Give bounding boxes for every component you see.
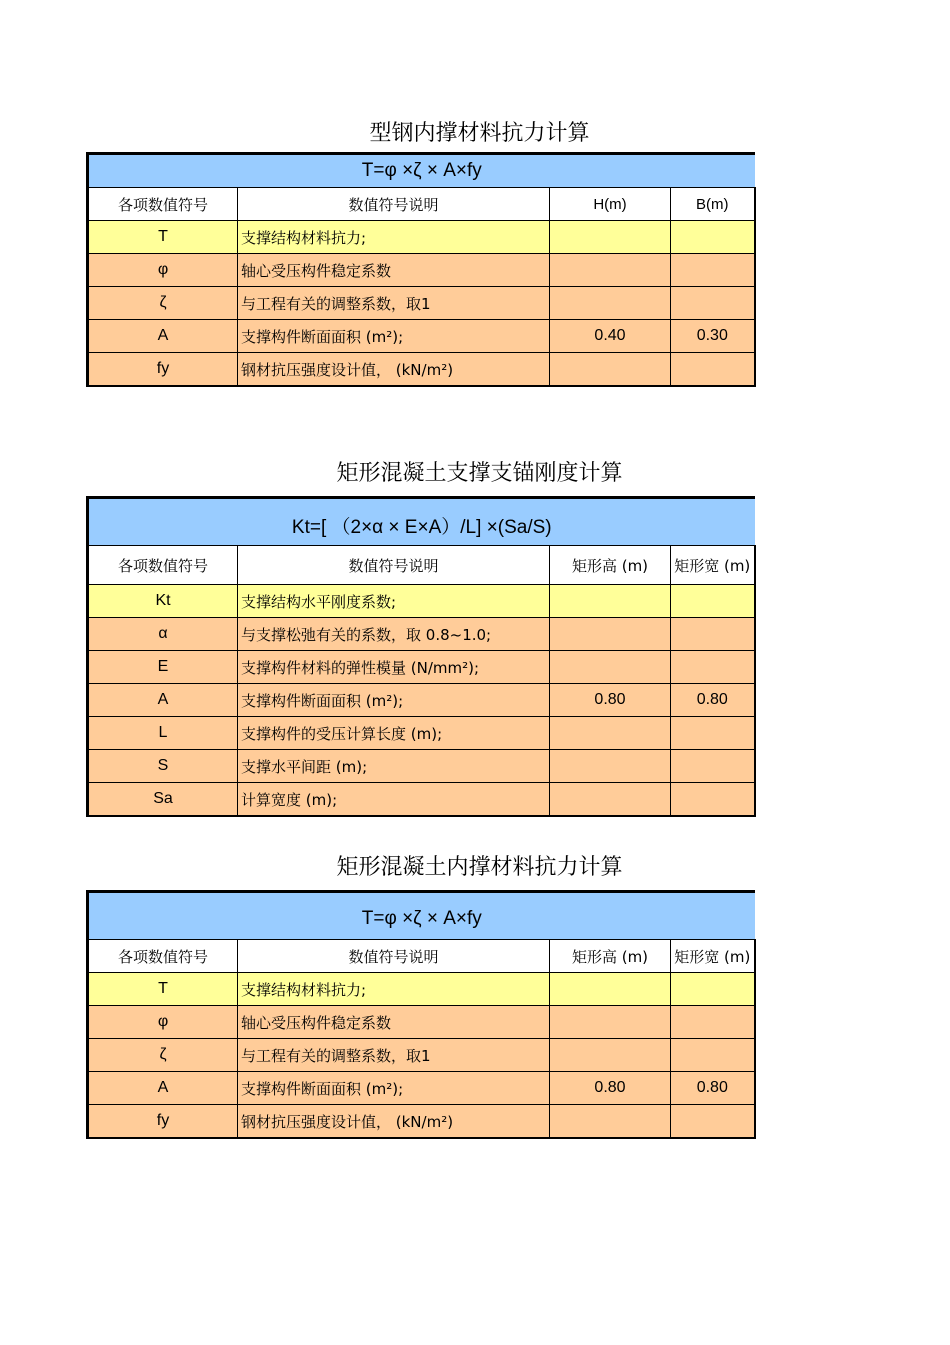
description-cell: 支撑构件的受压计算长度 (m); [238, 717, 550, 750]
section-title-steel-resistance: 型钢内撑材料抗力计算 [369, 121, 590, 146]
value-cell [671, 254, 755, 287]
header-description: 数值符号说明 [238, 940, 550, 973]
table-row [88, 254, 755, 287]
formula-row [88, 498, 755, 546]
table-row [88, 221, 755, 254]
value-cell [550, 585, 671, 618]
steel-resistance-table [86, 152, 756, 387]
description-cell: 与支撑松弛有关的系数，取 0.8~1.0; [238, 618, 550, 651]
description-cell: 与工程有关的调整系数，取1 [238, 287, 550, 320]
value-cell: 0.80 [671, 684, 755, 717]
description-cell: 钢材抗压强度设计值， (kN/m²) [238, 353, 550, 387]
formula-cell: T=φ ×ζ × A×fy [88, 154, 755, 188]
symbol-cell: fy [88, 1105, 238, 1139]
symbol-cell: φ [88, 1006, 238, 1039]
header-description: 数值符号说明 [238, 546, 550, 585]
table-row [88, 717, 755, 750]
description-cell: 钢材抗压强度设计值， (kN/m²) [238, 1105, 550, 1139]
value-cell [671, 221, 755, 254]
description-cell: 支撑构件材料的弹性模量 (N/mm²); [238, 651, 550, 684]
value-cell [550, 1006, 671, 1039]
symbol-cell: ζ [88, 1039, 238, 1072]
value-cell [550, 353, 671, 387]
symbol-cell: Sa [88, 783, 238, 817]
symbol-cell: T [88, 973, 238, 1006]
value-cell [671, 783, 755, 817]
table-row [88, 1039, 755, 1072]
value-cell [550, 1105, 671, 1139]
value-cell [550, 618, 671, 651]
value-cell [550, 783, 671, 817]
symbol-cell: α [88, 618, 238, 651]
description-cell: 支撑构件断面面积 (m²); [238, 684, 550, 717]
description-cell: 支撑构件断面面积 (m²); [238, 1072, 550, 1105]
value-cell [671, 287, 755, 320]
header-col1: H(m) [550, 188, 671, 221]
table-row [88, 651, 755, 684]
formula-row [88, 154, 755, 188]
symbol-cell: ζ [88, 287, 238, 320]
section-title-concrete-resistance: 矩形混凝土内撑材料抗力计算 [336, 855, 623, 880]
table-row [88, 287, 755, 320]
value-cell [671, 651, 755, 684]
symbol-cell: L [88, 717, 238, 750]
value-cell [671, 353, 755, 387]
value-cell: 0.80 [550, 684, 671, 717]
table-row [88, 973, 755, 1006]
value-cell [671, 1105, 755, 1139]
table-row [88, 684, 755, 717]
header-symbol: 各项数值符号 [88, 546, 238, 585]
description-cell: 支撑水平间距 (m); [238, 750, 550, 783]
value-cell [671, 618, 755, 651]
value-cell [550, 287, 671, 320]
value-cell: 0.40 [550, 320, 671, 353]
value-cell: 0.80 [671, 1072, 755, 1105]
header-symbol: 各项数值符号 [88, 188, 238, 221]
value-cell [550, 973, 671, 1006]
value-cell [671, 1039, 755, 1072]
table-row [88, 353, 755, 387]
header-col2: 矩形宽 (m) [671, 940, 755, 973]
symbol-cell: A [88, 320, 238, 353]
symbol-cell: φ [88, 254, 238, 287]
symbol-cell: A [88, 1072, 238, 1105]
description-cell: 支撑结构材料抗力; [238, 221, 550, 254]
concrete-resistance-table [86, 890, 756, 1139]
description-cell: 轴心受压构件稳定系数 [238, 254, 550, 287]
formula-cell: T=φ ×ζ × A×fy [88, 892, 755, 940]
header-col2: 矩形宽 (m) [671, 546, 755, 585]
stiffness-table [86, 496, 756, 817]
value-cell [550, 1039, 671, 1072]
value-cell [671, 1006, 755, 1039]
table-row [88, 750, 755, 783]
table-row [88, 320, 755, 353]
symbol-cell: fy [88, 353, 238, 387]
value-cell [671, 973, 755, 1006]
value-cell [550, 651, 671, 684]
section-title-stiffness: 矩形混凝土支撑支锚刚度计算 [336, 461, 623, 486]
header-symbol: 各项数值符号 [88, 940, 238, 973]
value-cell [550, 254, 671, 287]
header-col1: 矩形高 (m) [550, 940, 671, 973]
table-row [88, 618, 755, 651]
table-row [88, 1105, 755, 1139]
value-cell [671, 750, 755, 783]
formula-cell: Kt=[ （2×α × E×A）/L] ×(Sa/S) [88, 498, 755, 546]
table-row [88, 1006, 755, 1039]
symbol-cell: T [88, 221, 238, 254]
description-cell: 计算宽度 (m); [238, 783, 550, 817]
value-cell [671, 585, 755, 618]
description-cell: 支撑结构水平刚度系数; [238, 585, 550, 618]
header-row [88, 188, 755, 221]
value-cell [550, 221, 671, 254]
header-row [88, 546, 755, 585]
header-col2: B(m) [671, 188, 755, 221]
symbol-cell: S [88, 750, 238, 783]
value-cell: 0.30 [671, 320, 755, 353]
value-cell: 0.80 [550, 1072, 671, 1105]
table-row [88, 585, 755, 618]
description-cell: 支撑结构材料抗力; [238, 973, 550, 1006]
table-row [88, 1072, 755, 1105]
value-cell [550, 750, 671, 783]
description-cell: 与工程有关的调整系数，取1 [238, 1039, 550, 1072]
value-cell [671, 717, 755, 750]
symbol-cell: A [88, 684, 238, 717]
symbol-cell: E [88, 651, 238, 684]
table-row [88, 783, 755, 817]
header-row [88, 940, 755, 973]
formula-row [88, 892, 755, 940]
header-col1: 矩形高 (m) [550, 546, 671, 585]
symbol-cell: Kt [88, 585, 238, 618]
header-description: 数值符号说明 [238, 188, 550, 221]
value-cell [550, 717, 671, 750]
description-cell: 支撑构件断面面积 (m²); [238, 320, 550, 353]
description-cell: 轴心受压构件稳定系数 [238, 1006, 550, 1039]
